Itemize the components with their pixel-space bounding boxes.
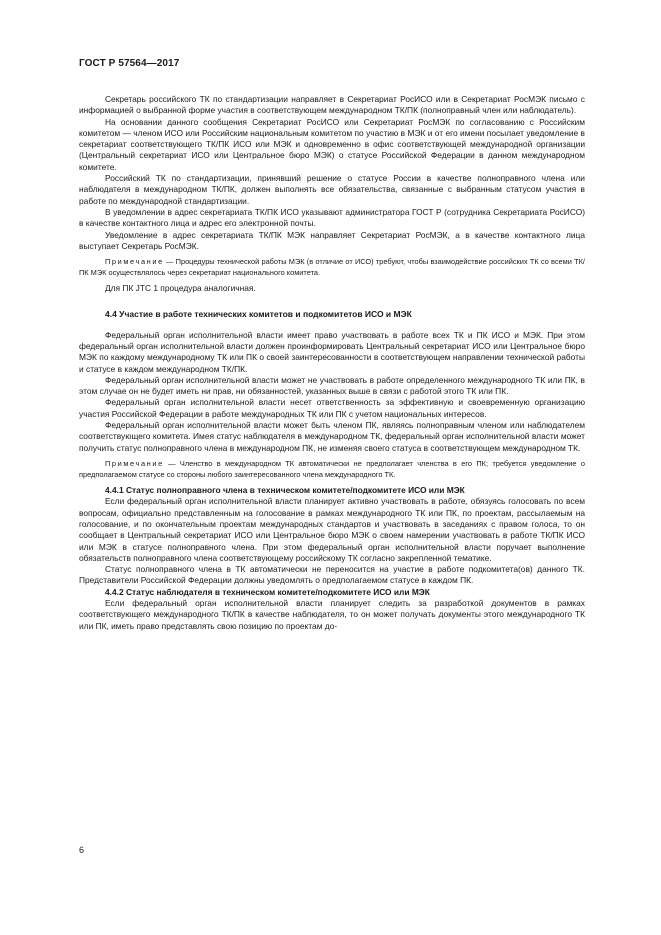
note-1 <box>79 257 585 278</box>
paragraph: Уведомление в адрес секретариата ТК/ПК МЭК направляет Секретариат РосМЭК, а в качестве контактного лица выступает Секретарь РосМЭК. <box>79 229 585 251</box>
page-number: 6 <box>79 845 85 855</box>
note-text: — Процедуры технической работы МЭК (в отличие от ИСО) требуют, чтобы взаимодействие российских ТК со всеми ТК/ПК МЭК осуществлялось через секретариат национального комитета. <box>79 257 585 277</box>
paragraph: Федеральный орган исполнительной власти имеет право участвовать в работе всех ТК и ПК ИСО и МЭК. При этом федеральный орган исполнительной власти должен проинформировать Центральный секретариат ИСО или Центральное бюро МЭК по каждому международному ТК или ПК о своей заинтересованности в соответствующем направлении технической работы и статусе в каждом международном ТК/ПК. <box>79 329 585 374</box>
section-4-4-2-title: 4.4.2 Статус наблюдателя в техническом комитете/подкомитете ИСО или МЭК <box>105 586 430 597</box>
paragraph: Федеральный орган исполнительной власти может быть членом ПК, являясь полноправным членом или наблюдателем соответствующего комитета. Имея статус наблюдателя в международном ТК, федеральный орган исполнительной власти может получить статус полноправного члена в международном ПК, не изменяя своего статуса в соответствующем международном ТК. <box>79 420 585 453</box>
paragraph: В уведомлении в адрес секретариата ТК/ПК ИСО указывают администратора ГОСТ Р (сотрудника Секретариата РосИСО) в качестве контактного лица и адрес его электронной почты. <box>79 206 585 229</box>
jtc-paragraph: Для ПК JTC 1 процедура аналогичная. <box>105 283 256 294</box>
paragraph: Статус полноправного члена в ТК автоматически не переносится на участие в работе подкомитета(ов) данного ТК. Представители Российской Федерации должны уведомлять о предполагаемом статусе в каждом ПК. <box>79 564 585 586</box>
note-text: — Членство в международном ТК автоматически не предполагает членства в его ПК; требуется уведомление о предполагаемом статусе со стороны любого заинтересованного члена международного ТК. <box>79 458 585 479</box>
paragraph: Если федеральный орган исполнительной власти планирует следить за разработкой документов в рамках соответствующего международного ТК/ПК в качестве наблюдателя, то он может получать документы этого международного ТК или ПК, иметь право представлять свою позицию по проектам до- <box>79 598 585 631</box>
paragraph: Федеральный орган исполнительной власти несет ответственность за эффективную и своевременную организацию участия Российской Федерации в работе международных ТК или ПК с учетом национальных интересов. <box>79 397 585 419</box>
note-label: Примечание <box>105 458 164 468</box>
section-4-4-1-title: 4.4.1 Статус полноправного члена в техническом комитете/подкомитете ИСО или МЭК <box>105 485 465 496</box>
note-label: Примечание <box>105 257 164 267</box>
paragraph: Секретарь российского ТК по стандартизации направляет в Секретариат РосИСО или в Секретариат РосМЭК письмо с информацией о выбранной форме участия в соответствующем международном ТК/ПК (полноправный член или наблюдатель). <box>79 94 585 116</box>
note-2 <box>79 459 585 480</box>
standard-header: ГОСТ Р 57564—2017 <box>79 58 180 69</box>
paragraph: На основании данного сообщения Секретариат РосИСО или Секретариат РосМЭК по согласованию с Российским комитетом — членом ИСО или Российским национальным комитетом по участию в МЭК и от его имени посылает уведомление в секретариат соответствующего ТК/ПК ИСО или МЭК и одновременно в офис соответствующей международной организации (Центральный секретариат ИСО или Центральное бюро МЭК) о статусе Российской Федерации в данном международном комитете. <box>79 116 585 172</box>
paragraph: Федеральный орган исполнительной власти может не участвовать в работе определенного международного ТК или ПК, в этом случае он не будет иметь ни прав, ни обязанностей, указанных выше в связи с работой этого ТК или ПК. <box>79 374 585 397</box>
document-body <box>79 94 585 632</box>
section-4-4-title: 4.4 Участие в работе технических комитетов и подкомитетов ИСО и МЭК <box>105 308 412 319</box>
paragraph: Российский ТК по стандартизации, принявший решение о статусе России в качестве полноправного члена или наблюдателя в международном ТК/ПК, должен выполнять все обязательства, связанные с выбранным статусом участия в работе по международной стандартизации. <box>79 173 585 206</box>
paragraph: Если федеральный орган исполнительной власти планирует активно участвовать в работе, обязуясь голосовать по всем вопросам, официально представленным на голосование в рамках международного ТК или ПК, по проектам, рассылаемым на голосование, и по окончательным проектам международных стандартов и участвовать в заседаниях с правом голоса, то он сообщает в Центральный секретариат ИСО или Центральное бюро МЭК о своем намерении участвовать в работе ТК/ПК ИСО или МЭК в статусе полноправного члена. При этом федеральный орган исполнительной власти поручает выполнение обязательств полноправного члена соответствующему российскому ТК согласно закрепленной тематике. <box>79 496 585 563</box>
